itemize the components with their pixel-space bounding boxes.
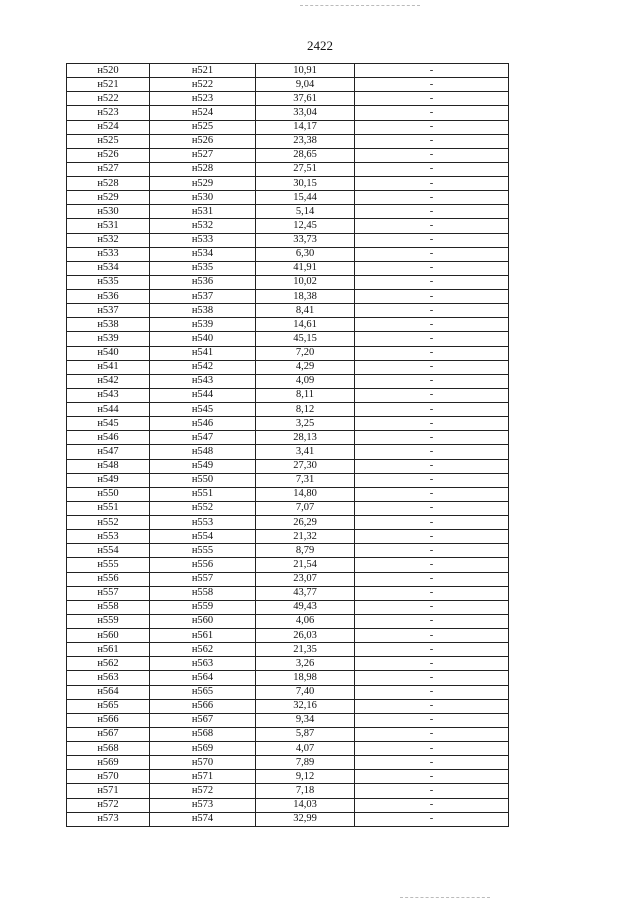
note-cell: - <box>355 332 509 346</box>
note-cell: - <box>355 191 509 205</box>
length-cell: 21,54 <box>256 558 355 572</box>
note-cell: - <box>355 346 509 360</box>
length-cell: 6,30 <box>256 247 355 261</box>
table-row <box>67 64 509 78</box>
table-row <box>67 558 509 572</box>
table-row <box>67 275 509 289</box>
note-cell: - <box>355 445 509 459</box>
note-cell: - <box>355 756 509 770</box>
length-cell: 9,04 <box>256 78 355 92</box>
length-cell: 18,38 <box>256 290 355 304</box>
point-to-cell: н527 <box>150 148 256 162</box>
point-from-cell: н536 <box>67 290 150 304</box>
point-from-cell: н526 <box>67 148 150 162</box>
table-row <box>67 233 509 247</box>
point-to-cell: н546 <box>150 417 256 431</box>
point-from-cell: н523 <box>67 106 150 120</box>
point-from-cell: н538 <box>67 318 150 332</box>
table-row <box>67 162 509 176</box>
point-to-cell: н557 <box>150 572 256 586</box>
table-row <box>67 290 509 304</box>
point-to-cell: н567 <box>150 713 256 727</box>
note-cell: - <box>355 275 509 289</box>
point-to-cell: н545 <box>150 403 256 417</box>
note-cell: - <box>355 586 509 600</box>
point-from-cell: н569 <box>67 756 150 770</box>
point-to-cell: н553 <box>150 516 256 530</box>
point-from-cell: н525 <box>67 134 150 148</box>
table-row <box>67 304 509 318</box>
point-from-cell: н568 <box>67 742 150 756</box>
length-cell: 28,65 <box>256 148 355 162</box>
point-to-cell: н561 <box>150 629 256 643</box>
point-from-cell: н554 <box>67 544 150 558</box>
length-cell: 30,15 <box>256 177 355 191</box>
table-row <box>67 247 509 261</box>
note-cell: - <box>355 784 509 798</box>
length-cell: 7,18 <box>256 784 355 798</box>
boundary-points-table <box>66 63 509 827</box>
point-to-cell: н559 <box>150 600 256 614</box>
point-from-cell: н573 <box>67 812 150 826</box>
note-cell: - <box>355 374 509 388</box>
point-from-cell: н556 <box>67 572 150 586</box>
note-cell: - <box>355 233 509 247</box>
table-row <box>67 346 509 360</box>
point-from-cell: н564 <box>67 685 150 699</box>
length-cell: 7,40 <box>256 685 355 699</box>
note-cell: - <box>355 431 509 445</box>
note-cell: - <box>355 78 509 92</box>
point-from-cell: н572 <box>67 798 150 812</box>
table-row <box>67 657 509 671</box>
table-row <box>67 106 509 120</box>
point-to-cell: н564 <box>150 671 256 685</box>
length-cell: 4,07 <box>256 742 355 756</box>
table-row <box>67 629 509 643</box>
note-cell: - <box>355 530 509 544</box>
note-cell: - <box>355 318 509 332</box>
point-to-cell: н541 <box>150 346 256 360</box>
point-from-cell: н546 <box>67 431 150 445</box>
point-to-cell: н530 <box>150 191 256 205</box>
length-cell: 33,73 <box>256 233 355 247</box>
note-cell: - <box>355 812 509 826</box>
point-from-cell: н522 <box>67 92 150 106</box>
point-to-cell: н535 <box>150 261 256 275</box>
point-to-cell: н522 <box>150 78 256 92</box>
length-cell: 5,14 <box>256 205 355 219</box>
length-cell: 8,41 <box>256 304 355 318</box>
note-cell: - <box>355 177 509 191</box>
point-from-cell: н561 <box>67 643 150 657</box>
table-row <box>67 360 509 374</box>
note-cell: - <box>355 134 509 148</box>
point-from-cell: н549 <box>67 473 150 487</box>
point-from-cell: н520 <box>67 64 150 78</box>
table-row <box>67 403 509 417</box>
table-body <box>67 64 509 827</box>
point-from-cell: н543 <box>67 388 150 402</box>
point-from-cell: н560 <box>67 629 150 643</box>
point-from-cell: н550 <box>67 487 150 501</box>
note-cell: - <box>355 671 509 685</box>
note-cell: - <box>355 657 509 671</box>
point-from-cell: н571 <box>67 784 150 798</box>
point-to-cell: н540 <box>150 332 256 346</box>
table-row <box>67 812 509 826</box>
table-row <box>67 219 509 233</box>
point-to-cell: н551 <box>150 487 256 501</box>
point-to-cell: н524 <box>150 106 256 120</box>
point-from-cell: н552 <box>67 516 150 530</box>
note-cell: - <box>355 629 509 643</box>
point-from-cell: н558 <box>67 600 150 614</box>
point-from-cell: н545 <box>67 417 150 431</box>
note-cell: - <box>355 459 509 473</box>
point-from-cell: н535 <box>67 275 150 289</box>
table-row <box>67 473 509 487</box>
point-from-cell: н565 <box>67 699 150 713</box>
length-cell: 10,02 <box>256 275 355 289</box>
table-row <box>67 685 509 699</box>
note-cell: - <box>355 219 509 233</box>
point-to-cell: н533 <box>150 233 256 247</box>
note-cell: - <box>355 64 509 78</box>
length-cell: 26,03 <box>256 629 355 643</box>
point-from-cell: н542 <box>67 374 150 388</box>
point-to-cell: н574 <box>150 812 256 826</box>
table-row <box>67 784 509 798</box>
scan-artifact-line <box>300 5 420 6</box>
point-to-cell: н534 <box>150 247 256 261</box>
table-row <box>67 78 509 92</box>
point-to-cell: н531 <box>150 205 256 219</box>
length-cell: 14,17 <box>256 120 355 134</box>
point-to-cell: н542 <box>150 360 256 374</box>
table-row <box>67 516 509 530</box>
table-row <box>67 261 509 275</box>
point-from-cell: н559 <box>67 614 150 628</box>
length-cell: 26,29 <box>256 516 355 530</box>
note-cell: - <box>355 501 509 515</box>
point-to-cell: н548 <box>150 445 256 459</box>
length-cell: 49,43 <box>256 600 355 614</box>
table-row <box>67 614 509 628</box>
point-from-cell: н540 <box>67 346 150 360</box>
note-cell: - <box>355 290 509 304</box>
length-cell: 27,51 <box>256 162 355 176</box>
table-row <box>67 318 509 332</box>
note-cell: - <box>355 403 509 417</box>
length-cell: 41,91 <box>256 261 355 275</box>
note-cell: - <box>355 304 509 318</box>
length-cell: 7,20 <box>256 346 355 360</box>
note-cell: - <box>355 261 509 275</box>
point-to-cell: н528 <box>150 162 256 176</box>
note-cell: - <box>355 360 509 374</box>
length-cell: 14,03 <box>256 798 355 812</box>
point-from-cell: н563 <box>67 671 150 685</box>
table-row <box>67 713 509 727</box>
point-to-cell: н529 <box>150 177 256 191</box>
table-row <box>67 572 509 586</box>
length-cell: 37,61 <box>256 92 355 106</box>
point-to-cell: н544 <box>150 388 256 402</box>
point-to-cell: н532 <box>150 219 256 233</box>
length-cell: 10,91 <box>256 64 355 78</box>
length-cell: 23,07 <box>256 572 355 586</box>
length-cell: 7,31 <box>256 473 355 487</box>
table-row <box>67 431 509 445</box>
point-to-cell: н554 <box>150 530 256 544</box>
table-row <box>67 92 509 106</box>
note-cell: - <box>355 727 509 741</box>
table-row <box>67 459 509 473</box>
point-from-cell: н541 <box>67 360 150 374</box>
point-to-cell: н556 <box>150 558 256 572</box>
point-to-cell: н552 <box>150 501 256 515</box>
point-from-cell: н537 <box>67 304 150 318</box>
point-to-cell: н539 <box>150 318 256 332</box>
length-cell: 3,26 <box>256 657 355 671</box>
point-from-cell: н553 <box>67 530 150 544</box>
length-cell: 9,34 <box>256 713 355 727</box>
length-cell: 23,38 <box>256 134 355 148</box>
point-to-cell: н563 <box>150 657 256 671</box>
point-to-cell: н571 <box>150 770 256 784</box>
point-from-cell: н557 <box>67 586 150 600</box>
note-cell: - <box>355 162 509 176</box>
point-to-cell: н562 <box>150 643 256 657</box>
table-row <box>67 191 509 205</box>
point-from-cell: н533 <box>67 247 150 261</box>
table-row <box>67 332 509 346</box>
table-row <box>67 530 509 544</box>
length-cell: 4,06 <box>256 614 355 628</box>
table-row <box>67 501 509 515</box>
note-cell: - <box>355 247 509 261</box>
table-row <box>67 374 509 388</box>
point-to-cell: н569 <box>150 742 256 756</box>
point-from-cell: н527 <box>67 162 150 176</box>
note-cell: - <box>355 699 509 713</box>
table-row <box>67 134 509 148</box>
length-cell: 4,09 <box>256 374 355 388</box>
length-cell: 8,11 <box>256 388 355 402</box>
note-cell: - <box>355 713 509 727</box>
length-cell: 7,07 <box>256 501 355 515</box>
point-from-cell: н555 <box>67 558 150 572</box>
point-from-cell: н544 <box>67 403 150 417</box>
note-cell: - <box>355 487 509 501</box>
point-from-cell: н534 <box>67 261 150 275</box>
table-row <box>67 388 509 402</box>
note-cell: - <box>355 106 509 120</box>
point-from-cell: н530 <box>67 205 150 219</box>
point-to-cell: н573 <box>150 798 256 812</box>
length-cell: 12,45 <box>256 219 355 233</box>
point-to-cell: н536 <box>150 275 256 289</box>
table-row <box>67 417 509 431</box>
point-from-cell: н551 <box>67 501 150 515</box>
table-row <box>67 148 509 162</box>
point-to-cell: н543 <box>150 374 256 388</box>
table-row <box>67 544 509 558</box>
note-cell: - <box>355 120 509 134</box>
note-cell: - <box>355 742 509 756</box>
table-row <box>67 205 509 219</box>
point-to-cell: н570 <box>150 756 256 770</box>
note-cell: - <box>355 148 509 162</box>
table-row <box>67 756 509 770</box>
note-cell: - <box>355 516 509 530</box>
point-from-cell: н528 <box>67 177 150 191</box>
length-cell: 8,79 <box>256 544 355 558</box>
point-to-cell: н525 <box>150 120 256 134</box>
point-to-cell: н566 <box>150 699 256 713</box>
length-cell: 28,13 <box>256 431 355 445</box>
note-cell: - <box>355 544 509 558</box>
length-cell: 32,16 <box>256 699 355 713</box>
length-cell: 27,30 <box>256 459 355 473</box>
point-from-cell: н566 <box>67 713 150 727</box>
point-from-cell: н548 <box>67 459 150 473</box>
point-to-cell: н560 <box>150 614 256 628</box>
point-to-cell: н558 <box>150 586 256 600</box>
table-row <box>67 487 509 501</box>
point-to-cell: н565 <box>150 685 256 699</box>
table-row <box>67 798 509 812</box>
note-cell: - <box>355 685 509 699</box>
length-cell: 21,32 <box>256 530 355 544</box>
table-row <box>67 770 509 784</box>
note-cell: - <box>355 558 509 572</box>
length-cell: 3,25 <box>256 417 355 431</box>
point-from-cell: н531 <box>67 219 150 233</box>
point-from-cell: н521 <box>67 78 150 92</box>
point-to-cell: н526 <box>150 134 256 148</box>
length-cell: 4,29 <box>256 360 355 374</box>
note-cell: - <box>355 643 509 657</box>
point-to-cell: н550 <box>150 473 256 487</box>
note-cell: - <box>355 770 509 784</box>
note-cell: - <box>355 388 509 402</box>
length-cell: 43,77 <box>256 586 355 600</box>
point-to-cell: н572 <box>150 784 256 798</box>
length-cell: 15,44 <box>256 191 355 205</box>
table-row <box>67 445 509 459</box>
point-from-cell: н562 <box>67 657 150 671</box>
length-cell: 21,35 <box>256 643 355 657</box>
length-cell: 32,99 <box>256 812 355 826</box>
table-row <box>67 699 509 713</box>
length-cell: 7,89 <box>256 756 355 770</box>
scan-artifact-line <box>400 897 490 898</box>
point-from-cell: н567 <box>67 727 150 741</box>
table-row <box>67 742 509 756</box>
length-cell: 3,41 <box>256 445 355 459</box>
note-cell: - <box>355 572 509 586</box>
note-cell: - <box>355 417 509 431</box>
table-row <box>67 671 509 685</box>
point-from-cell: н524 <box>67 120 150 134</box>
length-cell: 45,15 <box>256 332 355 346</box>
length-cell: 18,98 <box>256 671 355 685</box>
page-number: 2422 <box>307 38 333 53</box>
point-to-cell: н538 <box>150 304 256 318</box>
note-cell: - <box>355 614 509 628</box>
point-to-cell: н549 <box>150 459 256 473</box>
point-to-cell: н568 <box>150 727 256 741</box>
table-row <box>67 586 509 600</box>
point-to-cell: н537 <box>150 290 256 304</box>
note-cell: - <box>355 798 509 812</box>
note-cell: - <box>355 92 509 106</box>
note-cell: - <box>355 473 509 487</box>
point-from-cell: н529 <box>67 191 150 205</box>
point-from-cell: н532 <box>67 233 150 247</box>
point-from-cell: н539 <box>67 332 150 346</box>
table-row <box>67 177 509 191</box>
point-from-cell: н570 <box>67 770 150 784</box>
point-to-cell: н521 <box>150 64 256 78</box>
note-cell: - <box>355 205 509 219</box>
length-cell: 14,80 <box>256 487 355 501</box>
note-cell: - <box>355 600 509 614</box>
table-row <box>67 727 509 741</box>
table-row <box>67 120 509 134</box>
length-cell: 8,12 <box>256 403 355 417</box>
length-cell: 14,61 <box>256 318 355 332</box>
table-row <box>67 643 509 657</box>
point-to-cell: н523 <box>150 92 256 106</box>
point-to-cell: н547 <box>150 431 256 445</box>
length-cell: 33,04 <box>256 106 355 120</box>
table-row <box>67 600 509 614</box>
length-cell: 5,87 <box>256 727 355 741</box>
point-from-cell: н547 <box>67 445 150 459</box>
point-to-cell: н555 <box>150 544 256 558</box>
length-cell: 9,12 <box>256 770 355 784</box>
